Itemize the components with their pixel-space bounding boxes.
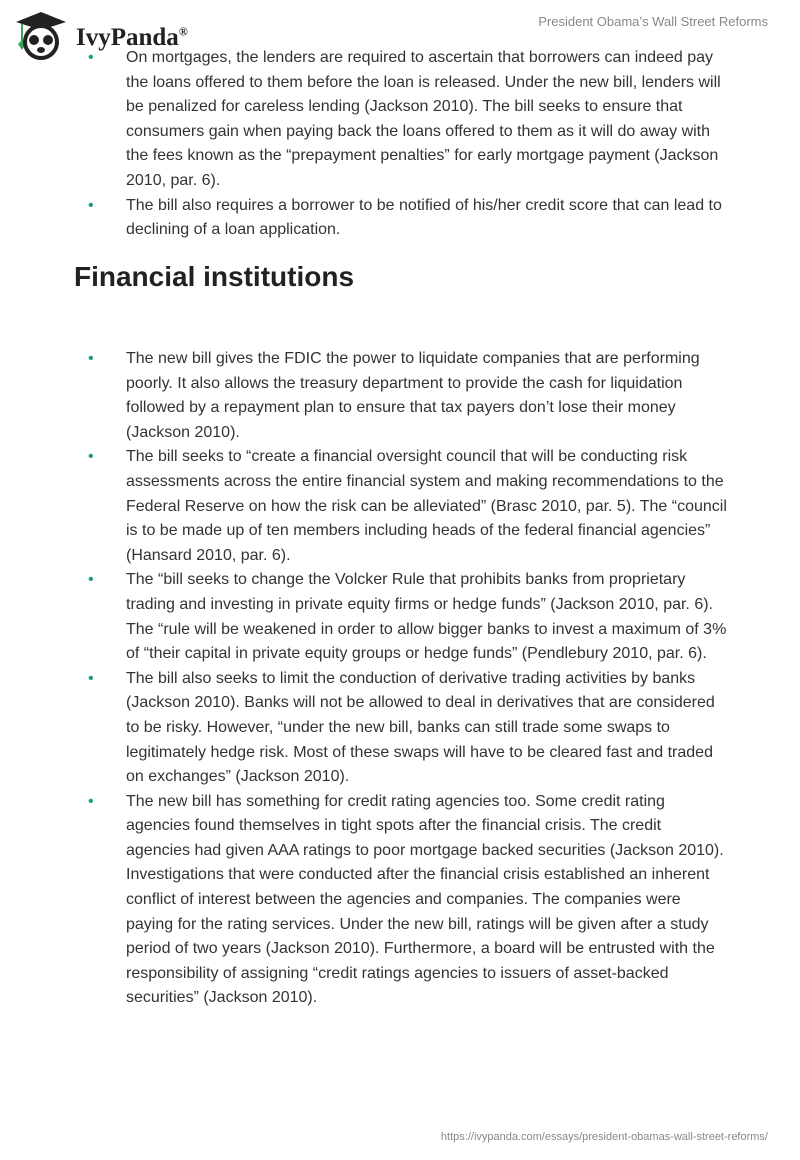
- list-item: [88, 445, 728, 568]
- list-item: [88, 46, 728, 194]
- list-item-text: The bill seeks to “create a financial oversight council that will be conducting risk assessments across the entire financial system and making recommendations to the Federal Reserve on how the risk can be alleviated” (Brasc 2010, par. 5). The “council is to be made up of ten members including heads of the federal financial agencies” (Hansard 2010, par. 6).: [126, 448, 727, 564]
- list-item-text: The “bill seeks to change the Volcker Rule that prohibits banks from proprietary trading and investing in private equity firms or hedge funds” (Jackson 2010, par. 6). The “rule will be weakened in order to allow bigger banks to invest a maximum of 3% of “their capital in private equity groups or hedge funds” (Pendlebury 2010, par. 6).: [126, 571, 727, 663]
- list-item-text: The bill also seeks to limit the conduction of derivative trading activities by banks (Jackson 2010). Banks will not be allowed to deal in derivatives that are considered to be risky. However, “under the new bill, banks can still trade some swaps to legitimately hedge risk. Most of these swaps will have to be cleared fast and traded on exchanges” (Jackson 2010).: [126, 669, 715, 786]
- bullet-icon: •: [88, 669, 94, 687]
- bullet-list-financial-institutions: [88, 347, 728, 1011]
- bullet-icon: •: [88, 350, 94, 367]
- bullet-icon: •: [88, 792, 94, 810]
- list-item: [88, 790, 728, 1011]
- list-item: [88, 568, 728, 666]
- logo-text: IvyPanda®: [76, 24, 188, 51]
- list-item-text: The new bill gives the FDIC the power to liquidate companies that are performing poorly. It also allows the treasury department to provide the cash for liquidation followed by a repayment plan to ensure that tax payers don’t lose their money (Jackson 2010).: [126, 350, 700, 441]
- list-item-text: The bill also requires a borrower to be notified of his/her credit score that can lead to declining of a loan application.: [126, 196, 722, 239]
- bullet-list-mortgages: [88, 46, 728, 243]
- list-item-text: On mortgages, the lenders are required to ascertain that borrowers can indeed pay the loans offered to them before the loan is released. Under the new bill, lenders will be penalized for careless lending (Jackson 2010). The bill seeks to ensure that consumers gain when paying back the loans offered to them as it will do away with the fees known as the “prepayment penalties” for early mortgage payment (Jackson 2010, par. 6).: [126, 49, 721, 189]
- document-title: President Obama’s Wall Street Reforms: [538, 14, 768, 29]
- bullet-icon: •: [88, 571, 94, 589]
- bullet-icon: •: [88, 196, 94, 214]
- list-item-text: The new bill has something for credit rating agencies too. Some credit rating agencies found themselves in tight spots after the financial crisis. The credit agencies had given AAA ratings to poor mortgage backed securities (Jackson 2010). Investigations that were conducted after the financial crisis established an inherent conflict of interest between the agencies and companies. The companies were paying for the rating services. Under the new bill, ratings will be given after a study period of two years (Jackson 2010). Furthermore, a board will be entrusted with the responsibility of assigning “credit ratings agencies to issuers of asset-backed securities” (Jackson 2010).: [126, 792, 724, 1007]
- list-item: [88, 347, 728, 445]
- list-item: [88, 194, 728, 243]
- bullet-icon: •: [88, 448, 94, 466]
- footer-url[interactable]: https://ivypanda.com/essays/president-obamas-wall-street-reforms/: [440, 1131, 768, 1143]
- section-heading: Financial institutions: [74, 261, 355, 292]
- list-item: [88, 667, 728, 790]
- bullet-icon: •: [88, 49, 94, 66]
- panda-logo-icon: [12, 8, 70, 60]
